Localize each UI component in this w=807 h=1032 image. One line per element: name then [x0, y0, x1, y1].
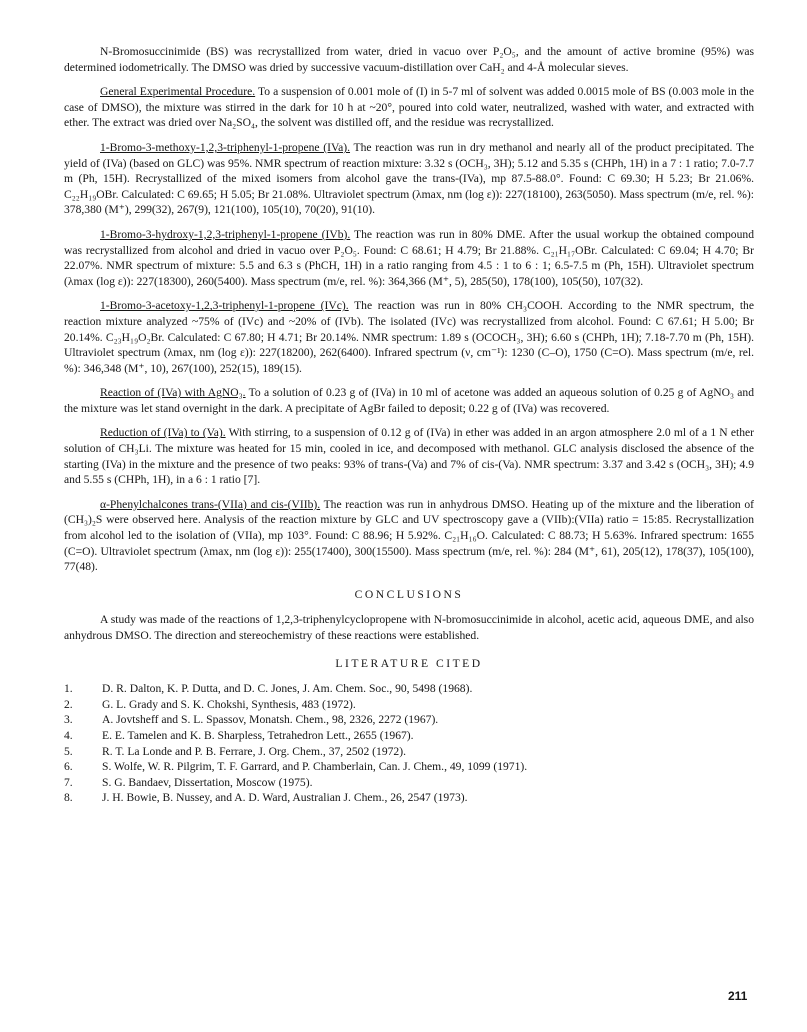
reference-item [64, 759, 754, 775]
reference-number: 1. [64, 682, 73, 696]
reference-number: 7. [64, 775, 73, 789]
chalcones-text: The reaction was run in anhydrous DMSO. Heating up of the mixture and the liberation of (CH₃)₂S were observed here. Analysis of the reaction mixture by GLC and UV spectroscopy gave a (VIIb):(VIIa) ratio = 15:85. Recrystallization from alcohol led to the isolation of (VIIa), mp 103°. Found: C 88.96; H 5.92%. C₂₁H₁₆O. Calculated: C 88.73; H 5.63%. Infrared spectrum: 1655 (C=O). Ultraviolet spectrum (λmax, nm (log ε)): 255(17400), 300(15500). Mass spectrum (m/e, rel. %): 284 (M⁺, 61), 205(12), 178(37), 105(100), 77(48). [64, 497, 754, 574]
reference-number: 6. [64, 760, 73, 774]
reference-number: 8. [64, 791, 73, 805]
reference-text: S. G. Bandaev, Dissertation, Moscow (1975). [102, 775, 313, 789]
ivb-paragraph [64, 227, 754, 289]
reference-text: R. T. La Londe and P. B. Ferrare, J. Org. Chem., 37, 2502 (1972). [102, 744, 406, 758]
ivc-heading: 1-Bromo-3-acetoxy-1,2,3-triphenyl-1-propene (IVc). [100, 299, 349, 313]
reference-item [64, 697, 754, 713]
reference-item [64, 790, 754, 806]
reference-text: D. R. Dalton, K. P. Dutta, and D. C. Jones, J. Am. Chem. Soc., 90, 5498 (1968). [102, 682, 473, 696]
ivc-text: The reaction was run in 80% CH₃COOH. According to the NMR spectrum, the reaction mixture analyzed ~75% of (IVc) and ~20% of (IVb). The isolated (IVc) was recrystallized from alcohol. Found: C 67.61; H 5.00; Br 20.14%. C₂₃H₁₉O₂Br. Calculated: C 67.80; H 4.71; Br 20.14%. NMR spectrum: 1.89 s (OCOCH₃, 3H); 6.60 s (CHPh, 1H); 7.18-7.70 m (Ph, 15H). Ultraviolet spectrum (λmax, nm (log ε)): 227(18200), 262(6400). Infrared spectrum (ν, cm⁻¹): 1230 (C–O), 1750 (C=O). Mass spectrum (m/e, rel. %): 346,348 (M⁺, 10), 267(100), 252(15), 189(15). [64, 299, 754, 375]
reduction-paragraph [64, 425, 754, 487]
reduction-heading: Reduction of (IVa) to (Va). [100, 426, 226, 440]
reference-item [64, 775, 754, 791]
reference-list [64, 681, 754, 806]
reference-item [64, 681, 754, 697]
iva-paragraph [64, 140, 754, 218]
ivb-text: The reaction was run in 80% DME. After the usual workup the obtained compound was recrystallized from alcohol and dried in vacuo over P₂O₅. Found: C 68.61; H 4.79; Br 21.88%. C₂₁H₁₇OBr. Calculated: C 69.04; H 4.70; Br 22.07%. NMR spectrum of mixture: 5.5 and 6.3 s (PhCH, 1H) in a ratio ranging from 4.5 : 1 to 6 : 1; 6.5-7.5 m (Ph, 15H). Ultraviolet spectrum (λmax (log ε)): 227(18300), 260(5400). Mass spectrum (m/e, rel. %): 364,366 (M⁺, 5), 285(50), 178(100), 105(50), 107(32). [64, 227, 754, 288]
reduction-text: With stirring, to a suspension of 0.12 g of (IVa) in ether was added in an argon atmosphere 2.0 ml of a 1 N ether solution of CH₃Li. The mixture was heated for 15 min, cooled in ice, and decomposed with methanol. GLC analysis disclosed the absence of the starting (IVa) in the mixture and the presence of two peaks: 93% of trans-(Va) and 7% of cis-(Va). NMR spectrum: 3.37 and 3.42 s (OCH₃, 3H); 4.9 and 5.55 s (CHPh, 1H), in a 6 : 1 ratio [7]. [64, 426, 754, 487]
conclusions-paragraph [64, 612, 754, 643]
page-body [64, 44, 754, 806]
general-procedure-heading: General Experimental Procedure. [100, 85, 256, 99]
conclusions-title: CONCLUSIONS [354, 587, 464, 601]
intro-paragraph [64, 44, 754, 75]
literature-title: LITERATURE CITED [335, 656, 483, 670]
agno3-paragraph [64, 385, 754, 416]
reference-number: 4. [64, 728, 73, 742]
agno3-heading: Reaction of (IVa) with AgNO₃. [100, 386, 246, 400]
reference-text: S. Wolfe, W. R. Pilgrim, T. F. Garrard, and P. Chamberlain, Can. J. Chem., 49, 1099 (1971). [102, 760, 528, 774]
general-procedure-paragraph [64, 84, 754, 131]
reference-text: G. L. Grady and S. K. Chokshi, Synthesis, 483 (1972). [102, 697, 356, 711]
reference-text: A. Jovtsheff and S. L. Spassov, Monatsh. Chem., 98, 2326, 2272 (1967). [102, 713, 439, 727]
ivb-heading: 1-Bromo-3-hydroxy-1,2,3-triphenyl-1-propene (IVb). [100, 227, 351, 241]
general-procedure-text: To a suspension of 0.001 mole of (I) in 5-7 ml of solvent was added 0.0015 mole of BS (0.003 mole in the case of DMSO), the mixture was stirred in the dark for 10 h at ~20°, poured into cold water, neutralized, washed with water, and extracted with ether. The extract was dried over Na₂SO₄, the solvent was distilled off, and the residue was recrystallized. [64, 85, 754, 130]
reference-item [64, 712, 754, 728]
reference-number: 5. [64, 744, 73, 758]
reference-number: 2. [64, 697, 73, 711]
conclusions-text: A study was made of the reactions of 1,2,3-triphenylcyclopropene with N-bromosuccinimide in alcohol, acetic acid, aqueous DME, and also anhydrous DMSO. The direction and stereochemistry of these reactions were established. [64, 613, 754, 642]
iva-text: The reaction was run in dry methanol and nearly all of the product precipitated. The yield of (IVa) (based on GLC) was 95%. NMR spectrum of reaction mixture: 3.32 s (OCH₃, 3H); 5.12 and 5.35 s (CHPh, 1H) in a 7 : 1 ratio; 7.0-7.7 m (Ph, 15H). Recrystallized of the mixed isomers from alcohol gave the trans-(IVa), mp 87.5-88.0°. Found: C 69.30; H 5.23; Br 21.06%. C₂₂H₁₉OBr. Calculated: C 69.65; H 5.05; Br 21.08%. Ultraviolet spectrum (λmax, nm (log ε)): 227(18100), 263(5050). Mass spectrum (m/e, rel. %): 378,380 (M⁺), 299(32), 267(9), 121(100), 105(10), 70(20), 91(10). [64, 140, 754, 217]
chalcones-paragraph [64, 497, 754, 575]
agno3-text: To a solution of 0.23 g of (IVa) in 10 ml of acetone was added an aqueous solution of 0.25 g of AgNO₃ and the mixture was let stand overnight in the dark. A precipitate of AgBr failed to deposit; 0.22 g of (IVa) was recovered. [64, 386, 754, 415]
page-number: 211 [728, 989, 748, 1003]
reference-number: 3. [64, 713, 73, 727]
reference-text: J. H. Bowie, B. Nussey, and A. D. Ward, Australian J. Chem., 26, 2547 (1973). [102, 791, 468, 805]
reference-item [64, 744, 754, 760]
chalcones-heading: α-Phenylchalcones trans-(VIIa) and cis-(VIIb). [100, 497, 321, 511]
reference-text: E. E. Tamelen and K. B. Sharpless, Tetrahedron Lett., 2655 (1967). [102, 728, 414, 742]
intro-text: N-Bromosuccinimide (BS) was recrystallized from water, dried in vacuo over P₂O₅, and the amount of active bromine (95%) was determined iodometrically. The DMSO was dried by successive vacuum-distillation over CaH₂ and 4-Å molecular sieves. [64, 45, 754, 74]
ivc-paragraph [64, 298, 754, 376]
reference-item [64, 728, 754, 744]
iva-heading: 1-Bromo-3-methoxy-1,2,3-triphenyl-1-propene (IVa). [100, 140, 351, 154]
